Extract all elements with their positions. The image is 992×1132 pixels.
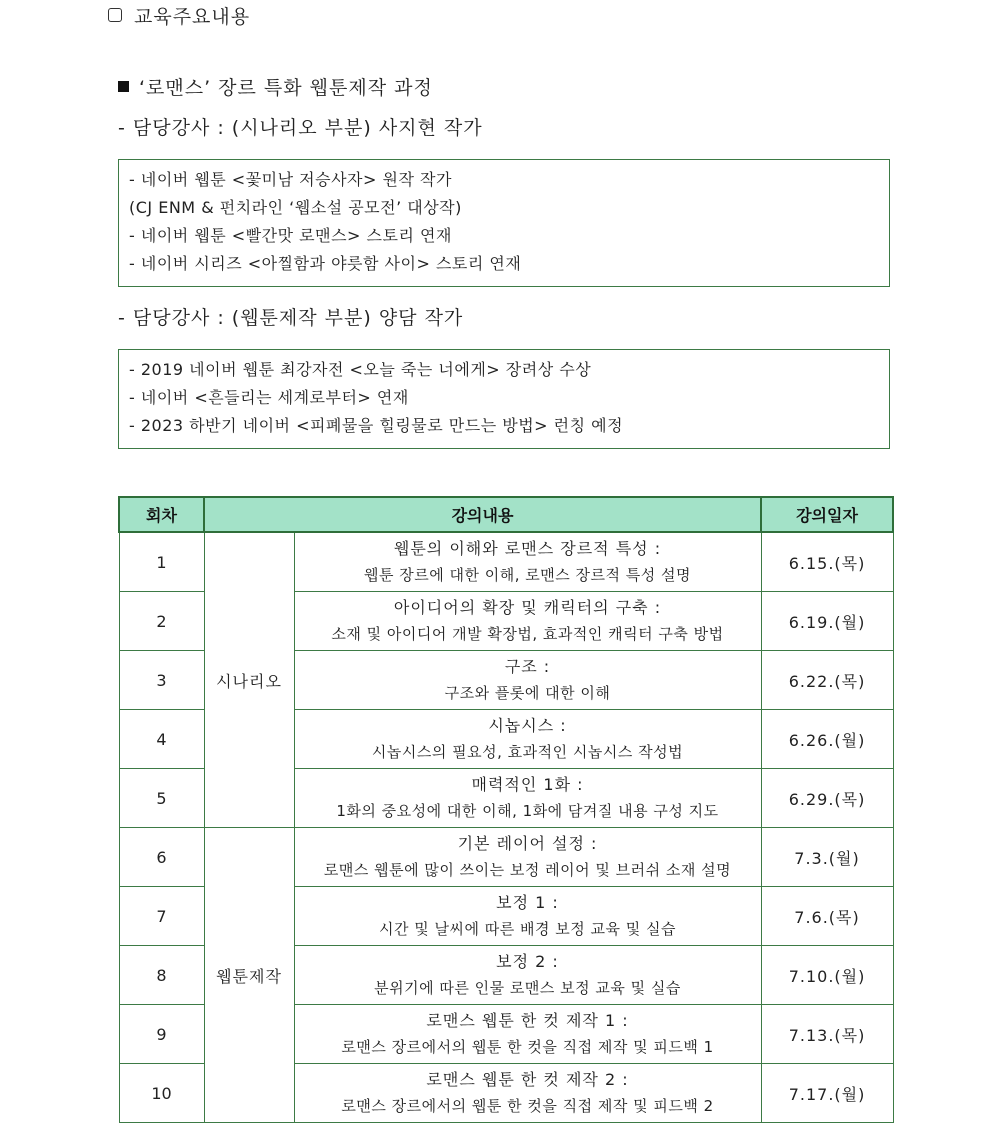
lecture-date: 7.6.(목) (761, 887, 893, 946)
header-date: 강의일자 (761, 497, 893, 532)
lecture-title: 웹툰의 이해와 로맨스 장르적 특성 : (393, 539, 662, 558)
lecture-content (294, 710, 761, 769)
lecture-date: 7.17.(월) (761, 1064, 893, 1123)
lecture-title: 구조 : (504, 657, 551, 676)
lecture-content (294, 769, 761, 828)
black-square-icon (118, 81, 129, 92)
lecture-title: 매력적인 1화 : (471, 775, 584, 794)
bio-line: - 2019 네이버 웹툰 최강자전 <오늘 죽는 너에게> 장려상 수상 (129, 360, 592, 379)
session-number: 5 (119, 769, 204, 828)
lecture-date: 6.26.(월) (761, 710, 893, 769)
table-row (119, 532, 893, 592)
lecture-desc: 구조와 플롯에 대한 이해 (444, 684, 611, 702)
section-heading (108, 2, 250, 28)
header-session: 회차 (119, 497, 204, 532)
table-header-row (119, 497, 893, 532)
lecture-content (294, 1064, 761, 1123)
category-cell: 시나리오 (204, 532, 294, 828)
session-number: 4 (119, 710, 204, 769)
lecture-content (294, 946, 761, 1005)
lecture-desc: 로맨스 장르에서의 웹툰 한 컷을 직접 제작 및 피드백 2 (341, 1097, 714, 1115)
lecture-title: 시놉시스 : (488, 716, 567, 735)
lecture-date: 6.19.(월) (761, 592, 893, 651)
lecture-content (294, 532, 761, 592)
session-number: 6 (119, 828, 204, 887)
lecture-title: 기본 레이어 설정 : (457, 834, 598, 853)
lecture-content (294, 651, 761, 710)
bio-line: - 네이버 <흔들리는 세계로부터> 연재 (129, 388, 409, 407)
checkbox-icon (108, 8, 122, 22)
session-number: 1 (119, 532, 204, 592)
session-number: 9 (119, 1005, 204, 1064)
instructor2-line: - 담당강사 : (웹툰제작 부분) 양담 작가 (118, 306, 464, 329)
session-number: 8 (119, 946, 204, 1005)
bio-line: - 네이버 웹툰 <꽃미남 저승사자> 원작 작가 (129, 170, 452, 189)
session-number: 2 (119, 592, 204, 651)
header-content: 강의내용 (204, 497, 761, 532)
course-title (118, 73, 433, 99)
session-number: 3 (119, 651, 204, 710)
lecture-content (294, 828, 761, 887)
session-number: 7 (119, 887, 204, 946)
lecture-title: 아이디어의 확장 및 캐릭터의 구축 : (393, 598, 662, 617)
lecture-desc: 로맨스 웹툰에 많이 쓰이는 보정 레이어 및 브러쉬 소재 설명 (323, 861, 732, 879)
course-title-text: ‘로맨스’ 장르 특화 웹툰제작 과정 (139, 76, 433, 99)
lecture-date: 6.15.(목) (761, 532, 893, 592)
lecture-desc: 분위기에 따른 인물 로맨스 보정 교육 및 실습 (374, 979, 681, 997)
lecture-desc: 로맨스 장르에서의 웹툰 한 컷을 직접 제작 및 피드백 1 (341, 1038, 714, 1056)
section-heading-text: 교육주요내용 (134, 5, 251, 28)
schedule-table (118, 496, 894, 1123)
instructor1-bio-box (118, 159, 890, 287)
lecture-date: 6.22.(목) (761, 651, 893, 710)
instructor2-bio-box (118, 349, 890, 449)
lecture-date: 7.13.(목) (761, 1005, 893, 1064)
lecture-date: 7.10.(월) (761, 946, 893, 1005)
bio-line: - 네이버 시리즈 <아찔함과 야릇함 사이> 스토리 연재 (129, 254, 522, 273)
lecture-date: 6.29.(목) (761, 769, 893, 828)
lecture-desc: 웹툰 장르에 대한 이해, 로맨스 장르적 특성 설명 (364, 566, 691, 584)
lecture-desc: 시간 및 날씨에 따른 배경 보정 교육 및 실습 (379, 920, 676, 938)
bio-line: - 2023 하반기 네이버 <피폐물을 힐링물로 만드는 방법> 런칭 예정 (129, 416, 624, 435)
lecture-title: 보정 1 : (496, 893, 559, 912)
lecture-title: 로맨스 웹툰 한 컷 제작 2 : (426, 1070, 629, 1089)
lecture-content (294, 1005, 761, 1064)
lecture-title: 보정 2 : (496, 952, 559, 971)
lecture-content (294, 887, 761, 946)
lecture-content (294, 592, 761, 651)
bio-line: - 네이버 웹툰 <빨간맛 로맨스> 스토리 연재 (129, 226, 452, 245)
category-cell: 웹툰제작 (204, 828, 294, 1123)
instructor1-line: - 담당강사 : (시나리오 부분) 사지현 작가 (118, 116, 483, 139)
lecture-date: 7.3.(월) (761, 828, 893, 887)
lecture-desc: 시놉시스의 필요성, 효과적인 시놉시스 작성법 (371, 743, 684, 761)
session-number: 10 (119, 1064, 204, 1123)
lecture-title: 로맨스 웹툰 한 컷 제작 1 : (426, 1011, 629, 1030)
lecture-desc: 소재 및 아이디어 개발 확장법, 효과적인 캐릭터 구축 방법 (331, 625, 724, 643)
lecture-desc: 1화의 중요성에 대한 이해, 1화에 담겨질 내용 구성 지도 (336, 802, 719, 820)
table-row (119, 828, 893, 887)
bio-line: (CJ ENM & 펀치라인 ‘웹소설 공모전’ 대상작) (129, 198, 462, 217)
